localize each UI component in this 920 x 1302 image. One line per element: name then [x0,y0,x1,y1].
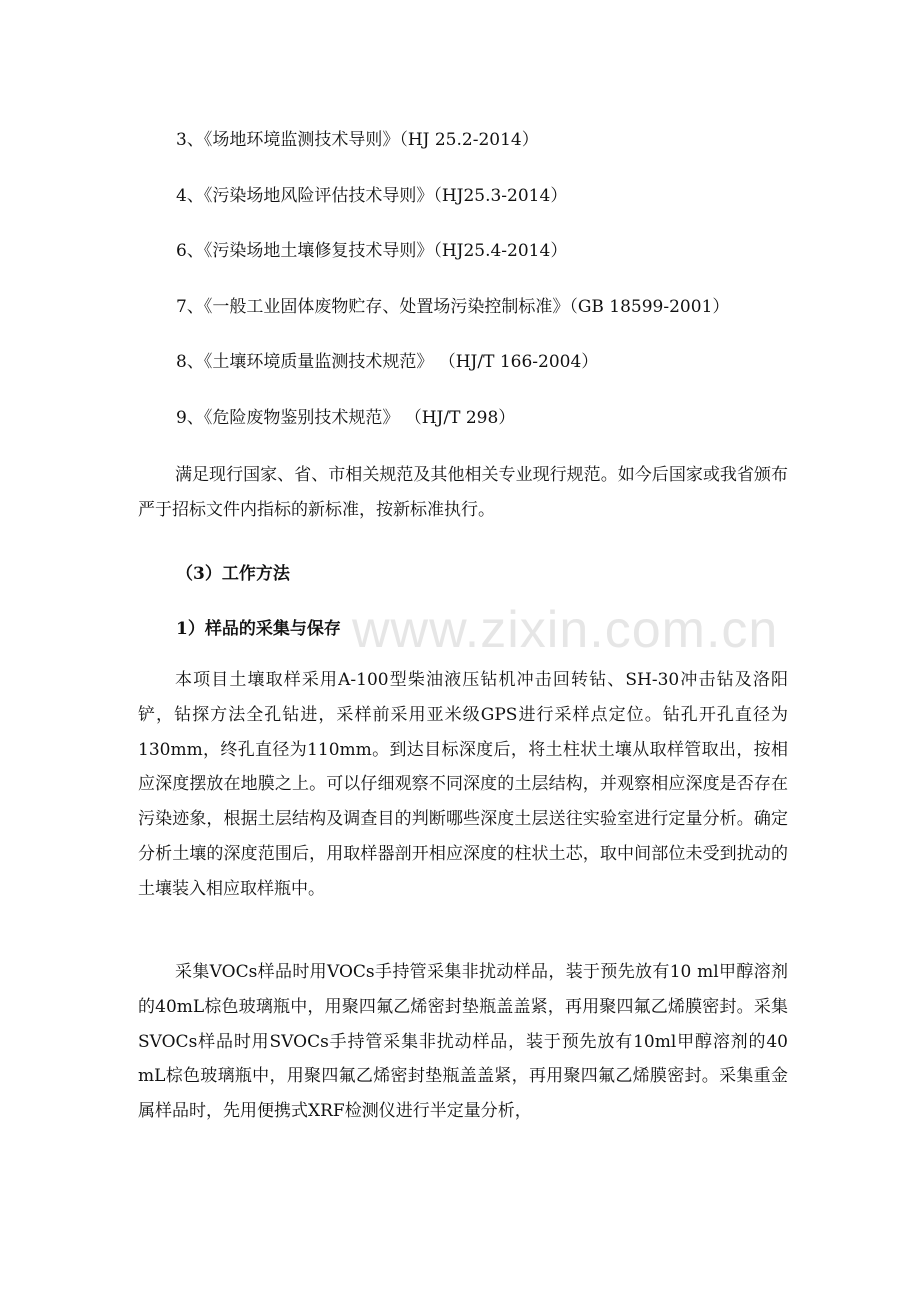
reference-item: 9、《危险废物鉴别技术规范》 （HJ/T 298） [176,407,516,428]
reference-item: 3、《场地环境监测技术导则》（HJ 25.2-2014） [176,130,539,150]
reference-item: 4、《污染场地风险评估技术导则》（HJ25.3-2014） [176,185,568,206]
reference-item: 7、《一般工业固体废物贮存、处置场污染控制标准》（GB 18599-2001） [176,296,730,317]
compliance-paragraph: 满足现行国家、省、市相关规范及其他相关专业现行规范。如今后国家或我省颁布严于招标文件内指标的新标准，按新标准执行。 [138,465,788,520]
reference-item: 6、《污染场地土壤修复技术导则》（HJ25.4-2014） [176,241,568,262]
reference-item: 8、《土壤环境质量监测技术规范》 （HJ/T 166-2004） [176,352,599,373]
sampling-paragraph: 本项目土壤取样采用A-100型柴油液压钻机冲击回转钻、SH-30冲击钻及洛阳铲，钻探方法全孔钻进，采样前采用亚米级GPS进行采样点定位。钻孔开孔直径为130mm，终孔直径为110mm。到达目标深度后，将土柱状土壤从取样管取出，按相应深度摆放在地膜之上。可以仔细观察不同深度的土层结构，并观察相应深度是否存在污染迹象，根据土层结构及调查目的判断哪些深度土层送往实验室进行定量分析。确定分析土壤的深度范围后，用取样器剖开相应深度的柱状土芯，取中间部位未受到扰动的土壤装入相应取样瓶中。 [138,670,788,899]
watermark: www.zixin.com.cn [352,601,779,659]
subsection-heading: 1）样品的采集与保存 [176,619,341,639]
reference-list [176,126,729,460]
section-heading: （3）工作方法 [176,564,290,584]
vocs-paragraph: 采集VOCs样品时用VOCs手持管采集非扰动样品，装于预先放有10 ml甲醇溶剂的40mL棕色玻璃瓶中，用聚四氟乙烯密封垫瓶盖盖紧，再用聚四氟乙烯膜密封。采集SVOCs样品时用SVOCs手持管采集非扰动样品，装于预先放有10ml甲醇溶剂的40 mL棕色玻璃瓶中，用聚四氟乙烯密封垫瓶盖盖紧，再用聚四氟乙烯膜密封。采集重金属样品时，先用便携式XRF检测仪进行半定量分析， [138,962,788,1122]
